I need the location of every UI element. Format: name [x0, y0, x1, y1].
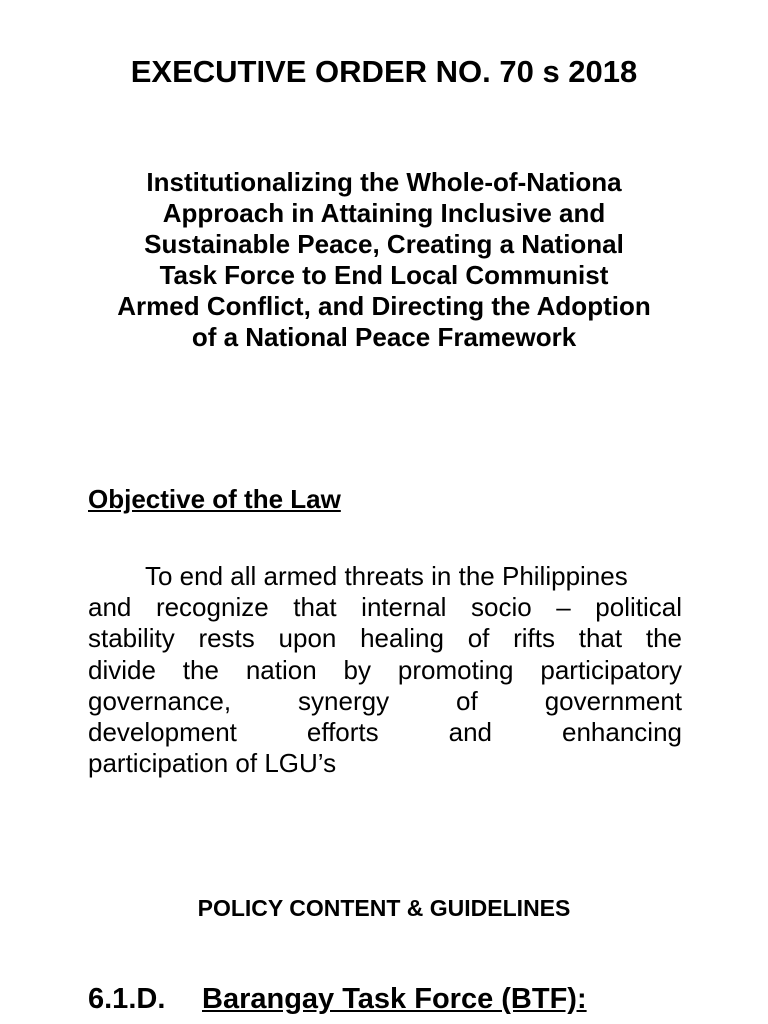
policy-heading: POLICY CONTENT & GUIDELINES	[197, 895, 571, 921]
paragraph-line: participation of LGU’s	[88, 748, 337, 779]
paragraph-line: governance, synergy of government	[88, 685, 682, 716]
section-number: 6.1.D.	[88, 983, 166, 1015]
paragraph-line: and recognize that internal socio – political	[88, 592, 682, 623]
objective-heading: Objective of the Law	[88, 484, 341, 514]
paragraph-line: development efforts and enhancing	[88, 717, 682, 748]
subtitle-line: Approach in Attaining Inclusive and	[162, 198, 606, 228]
subtitle-line: of a National Peace Framework	[191, 322, 577, 352]
paragraph-line: stability rests upon healing of rifts that the	[88, 623, 682, 654]
subtitle-line: Sustainable Peace, Creating a National	[144, 229, 624, 259]
paragraph-line: divide the nation by promoting participatory	[88, 654, 682, 685]
paragraph-line: To end all armed threats in the Philippines	[145, 561, 628, 591]
objective-paragraph	[88, 561, 682, 779]
subtitle-line: Armed Conflict, and Directing the Adoption	[117, 291, 651, 321]
document-subtitle	[80, 167, 688, 353]
section-title: Barangay Task Force (BTF):	[202, 983, 587, 1015]
document-title: EXECUTIVE ORDER NO. 70 s 2018	[130, 54, 638, 89]
subtitle-line: Task Force to End Local Communist	[159, 260, 609, 290]
subtitle-line: Institutionalizing the Whole-of-Nationa	[146, 167, 622, 197]
section-heading	[88, 981, 587, 1017]
